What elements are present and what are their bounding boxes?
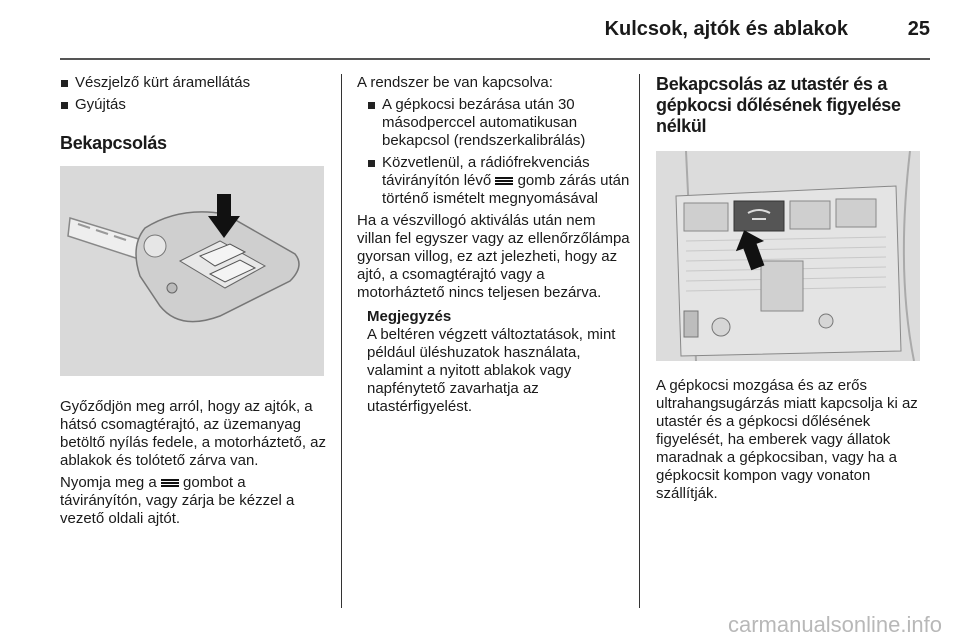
header-title: Kulcsok, ajtók és ablakok [604,18,848,40]
key-fob-illustration [60,166,324,376]
note-text: A beltéren végzett változtatások, mint például üléshuzatok használata, valamint a nyitott ablakok vagy napfénytető zavarhatja az utastérfigyelést. [367,326,616,415]
watermark: carmanualsonline.info [727,612,942,637]
bullet-list [60,74,328,114]
column-1 [60,74,328,532]
list-item: Gyújtás [60,96,328,114]
column-divider [639,74,640,608]
list-item: Vészjelző kürt áramellátás [60,74,328,92]
page-number: 25 [907,18,930,40]
column-divider [341,74,342,608]
paragraph: Nyomja meg a gombot a távirányítón, vagy zárja be kézzel a vezető oldali ajtót. [60,474,295,527]
lock-button-icon [495,176,513,186]
section-heading: Bekapcsolás az utastér és a gépkocsi dőlésének figyelése nélkül [656,74,901,136]
button-panel-illustration [656,151,920,361]
list-item: A gépkocsi bezárása után 30 másodperccel automatikusan bekapcsol (rendszerkalibrálás) [367,96,630,150]
page-header [60,0,930,56]
list-item: Közvetlenül, a rádiófrekvenciás távirányítón lévő gomb zárás után történő ismételt megnyomásával [367,154,630,208]
paragraph: Győződjön meg arról, hogy az ajtók, a hátsó csomagtérajtó, az üzemanyag betöltő nyílás fedele, a motorháztető, az ablakok és tolótető zárva van. [60,398,326,469]
note-box [367,308,630,416]
paragraph: Ha a vészvillogó aktiválás után nem villan fel egyszer vagy az ellenőrzőlámpa gyorsan villog, ez azt jelezheti, hogy az ajtó, a csomagtérajtó vagy a motorháztető nincs teljesen bezárva. [357,212,630,301]
lock-button-icon [161,478,179,488]
column-3 [656,74,926,507]
bullet-list [367,96,630,208]
paragraph: A gépkocsi mozgása és az erős ultrahangsugárzás miatt kapcsolja ki az utastér és a gépkocsi dőlésének figyelését, ha emberek vagy állatok maradnak a gépkocsiban, vagy ha a gépkocsit kompon vagy vonaton szállítják. [656,377,918,502]
paragraph: A rendszer be van kapcsolva: [357,74,553,91]
note-heading: Megjegyzés [367,308,452,325]
column-2 [357,74,630,416]
section-heading: Bekapcsolás [60,133,167,153]
header-rule [60,58,930,60]
